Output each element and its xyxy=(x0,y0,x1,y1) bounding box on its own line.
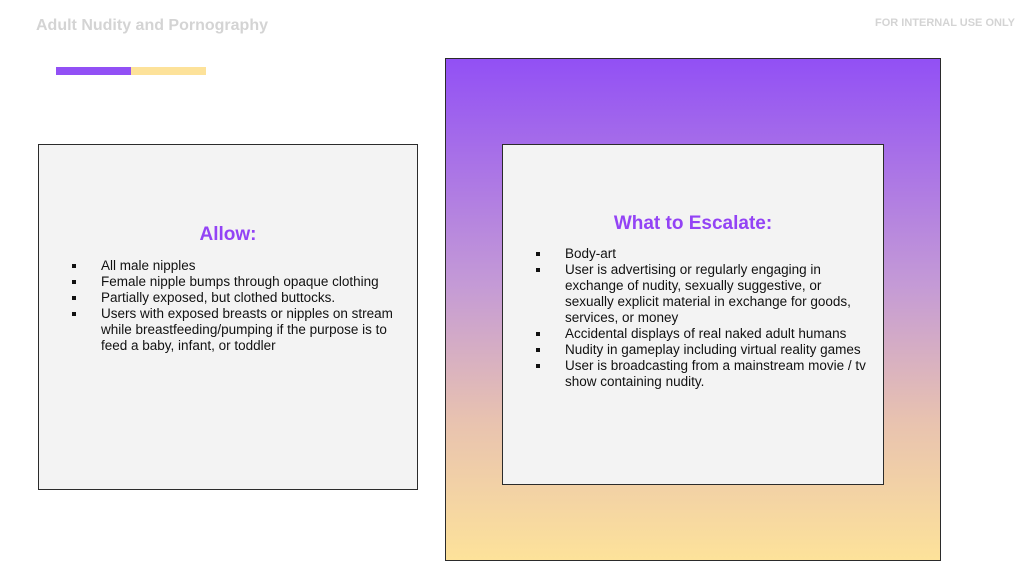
escalate-panel xyxy=(502,144,884,485)
bullet-icon xyxy=(72,312,76,316)
internal-use-label: FOR INTERNAL USE ONLY xyxy=(875,17,1015,29)
bullet-icon xyxy=(536,364,540,368)
list-item xyxy=(503,262,869,326)
accent-bar xyxy=(56,67,206,75)
list-item-text: User is advertising or regularly engaging in exchange of nudity, sexually suggestive, or sexually explicit material in exchange for goods, services, or money xyxy=(565,262,851,325)
bullet-icon xyxy=(72,280,76,284)
list-item xyxy=(503,358,869,390)
page-title: Adult Nudity and Pornography xyxy=(36,17,268,34)
list-item xyxy=(39,258,409,274)
allow-list xyxy=(39,258,409,354)
list-item-text: Users with exposed breasts or nipples on stream while breastfeeding/pumping if the purpose is to feed a baby, infant, or toddler xyxy=(101,306,393,353)
list-item-text: Body-art xyxy=(565,246,617,261)
escalate-list xyxy=(503,246,869,390)
list-item xyxy=(503,326,869,342)
list-item xyxy=(503,342,869,358)
bullet-icon xyxy=(72,296,76,300)
list-item-text: Nudity in gameplay including virtual reality games xyxy=(565,342,861,357)
list-item-text: All male nipples xyxy=(101,258,196,273)
list-item xyxy=(39,306,409,354)
allow-panel xyxy=(38,144,418,490)
list-item-text: Accidental displays of real naked adult humans xyxy=(565,326,847,341)
list-item xyxy=(39,290,409,306)
list-item-text: Partially exposed, but clothed buttocks. xyxy=(101,290,336,305)
bullet-icon xyxy=(536,348,540,352)
list-item-text: User is broadcasting from a mainstream movie / tv show containing nudity. xyxy=(565,358,866,389)
list-item xyxy=(39,274,409,290)
bullet-icon xyxy=(536,268,540,272)
escalate-heading: What to Escalate: xyxy=(613,213,773,234)
bullet-icon xyxy=(536,332,540,336)
accent-bar-yellow-segment xyxy=(131,67,206,75)
bullet-icon xyxy=(536,252,540,256)
bullet-icon xyxy=(72,264,76,268)
list-item-text: Female nipple bumps through opaque clothing xyxy=(101,274,379,289)
list-item xyxy=(503,246,869,262)
accent-bar-purple-segment xyxy=(56,67,131,75)
allow-heading: Allow: xyxy=(199,224,257,245)
